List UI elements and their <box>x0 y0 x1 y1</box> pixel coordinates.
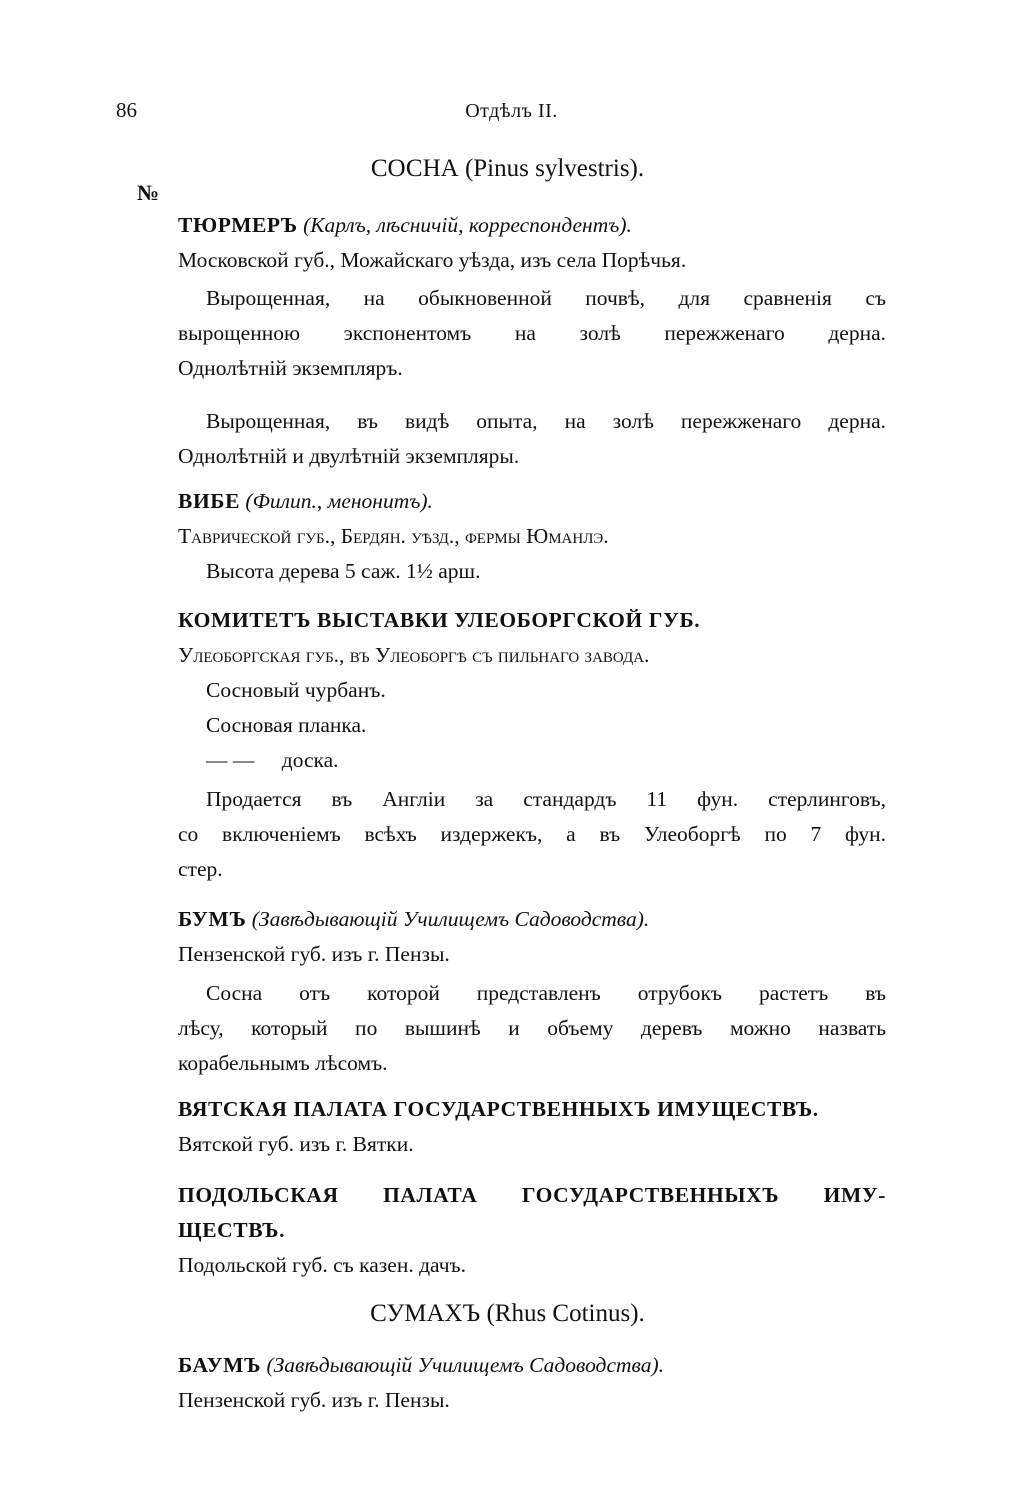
entry-vyatka <box>178 1092 886 1162</box>
description-line: корабельнымъ лѣсомъ. <box>178 1051 388 1075</box>
entry-turmer <box>178 208 886 474</box>
exhibitor-name: ВИБЕ <box>178 489 241 513</box>
entry-baum <box>178 1348 886 1418</box>
exhibitor-name: ТЮРМЕРЪ <box>178 213 298 237</box>
exhibitor-place: Улеоборгская губ., въ Улеоборгѣ съ пильнаго завода. <box>178 643 650 667</box>
exhibitor-place: Московской губ., Можайскаго уѣзда, изъ села Порѣчья. <box>178 248 687 272</box>
exhibit-item <box>178 743 886 778</box>
entry-bum <box>178 902 886 1081</box>
description-line: Вырощенная, въ видѣ опыта, на золѣ пережженаго дерна. <box>206 409 886 433</box>
description-line: Однолѣтній и двулѣтній экземпляры. <box>178 444 520 468</box>
exhibitor-name: ВЯТСКАЯ ПАЛАТА ГОСУДАРСТВЕННЫХЪ ИМУЩЕСТВЪ. <box>178 1097 819 1121</box>
exhibitor-name: КОМИТЕТЪ ВЫСТАВКИ УЛЕОБОРГСКОЙ ГУБ. <box>178 608 701 632</box>
description-line: Однолѣтній экземпляръ. <box>178 356 403 380</box>
entry-komitet <box>178 603 886 887</box>
description-line: Продается въ Англіи за стандардъ 11 фун. стерлинговъ, <box>206 787 886 811</box>
number-sign: № <box>137 180 160 205</box>
description-line: Вырощенная, на обыкновенной почвѣ, для сравненія съ <box>206 286 886 310</box>
description-line: Высота дерева 5 саж. 1½ арш. <box>206 559 481 583</box>
exhibitor-place: Подольской губ. съ казен. дачъ. <box>178 1253 467 1277</box>
exhibit-item: Сосновая планка. <box>206 713 367 737</box>
exhibitor-name: ПОДОЛЬСКАЯ ПАЛАТА ГОСУДАРСТВЕННЫХЪ ИМУ- <box>178 1183 886 1207</box>
exhibitor-place: Пензенской губ. изъ г. Пензы. <box>178 1388 450 1412</box>
exhibitor-role: (Филип., менонитъ). <box>245 489 433 513</box>
entry-podolsk <box>178 1178 886 1283</box>
description-line: Сосна отъ которой представленъ отрубокъ растетъ въ <box>206 981 886 1005</box>
exhibitor-role: (Карлъ, лѣсничій, корреспондентъ). <box>303 213 632 237</box>
exhibitor-role: (Завѣдывающій Училищемъ Садоводства). <box>266 1353 664 1377</box>
page-number: 86 <box>116 98 137 122</box>
exhibitor-name: БУМЪ <box>178 907 247 931</box>
description-line: со включеніемъ всѣхъ издержекъ, а въ Улеоборгѣ по 7 фун. <box>178 822 886 846</box>
ditto-dash: — — <box>206 748 255 772</box>
section-title-sosna: СОСНА (Pinus sylvestris). <box>370 155 645 182</box>
section-title-sumakh: СУМАХЪ (Rhus Cotinus). <box>370 1300 645 1327</box>
description-line: лѣсу, который по вышинѣ и объему деревъ можно назвать <box>178 1016 886 1040</box>
entry-vibe <box>178 484 886 589</box>
exhibit-item-word: доска. <box>281 748 339 772</box>
exhibitor-place: Пензенской губ. изъ г. Пензы. <box>178 942 450 966</box>
description-line: стер. <box>178 857 223 881</box>
exhibitor-name: БАУМЪ <box>178 1353 262 1377</box>
running-title: Отдѣлъ II. <box>465 100 558 122</box>
exhibit-item: Сосновый чурбанъ. <box>206 678 386 702</box>
exhibitor-role: (Завѣдывающій Училищемъ Садоводства). <box>251 907 650 931</box>
exhibitor-name-continued: ЩЕСТВЪ. <box>178 1218 286 1242</box>
exhibitor-place: Таврической губ., Бердян. уѣзд., фермы Юманлэ. <box>178 524 609 548</box>
exhibitor-place: Вятской губ. изъ г. Вятки. <box>178 1132 414 1156</box>
description-line: вырощенною экспонентомъ на золѣ пережженаго дерна. <box>178 321 886 345</box>
